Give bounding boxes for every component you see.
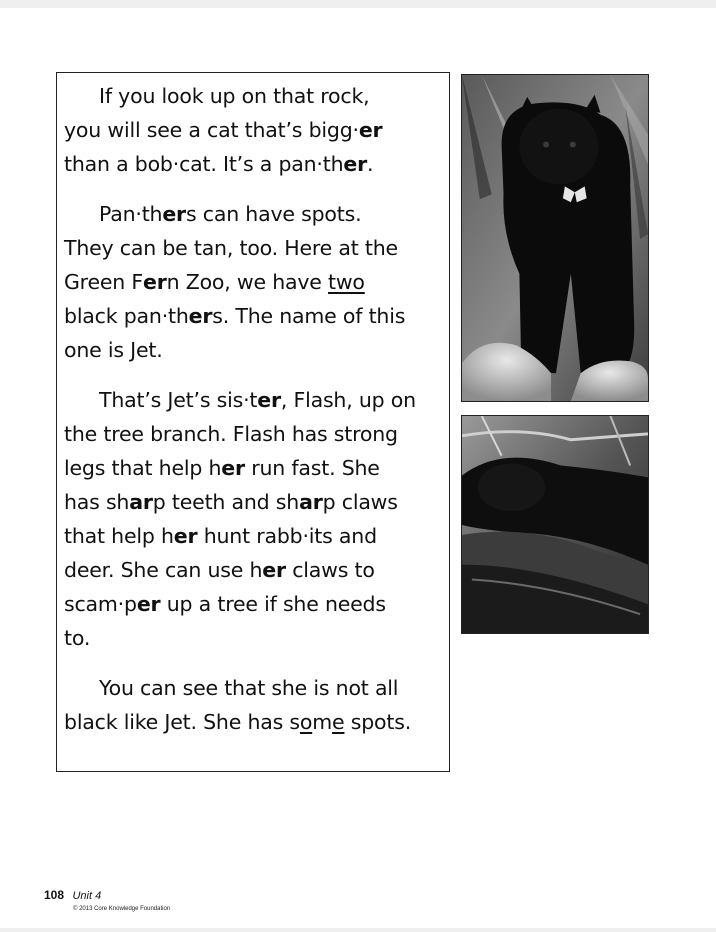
story-line: has sharp teeth and sharp claws	[64, 490, 398, 514]
story-line: one is Jet.	[64, 338, 163, 362]
story-line: They can be tan, too. Here at the	[64, 236, 398, 260]
panther-on-rock-illustration	[462, 75, 648, 401]
story-line: than a bob·cat. It’s a pan·ther.	[64, 152, 374, 176]
copyright-notice: © 2013 Core Knowledge Foundation	[73, 906, 171, 912]
story-line: Pan·thers can have spots.	[99, 202, 362, 226]
story-paragraph-1	[64, 79, 443, 181]
story-paragraph-4	[64, 671, 443, 739]
unit-label: Unit 4	[72, 890, 102, 902]
story-paragraph-3	[64, 383, 443, 655]
story-line: legs that help her run fast. She	[64, 456, 380, 480]
page-footer	[44, 886, 101, 904]
story-text-box	[56, 72, 450, 772]
story-line: deer. She can use her claws to	[64, 558, 375, 582]
story-line: If you look up on that rock,	[99, 84, 370, 108]
panther-on-branch-illustration	[462, 416, 648, 633]
bold-phonics-letters: ar	[299, 490, 323, 514]
story-line: black like Jet. She has some spots.	[64, 710, 412, 734]
bold-phonics-letters: er	[358, 118, 383, 142]
story-line: you will see a cat that’s bigg·er	[64, 118, 383, 142]
bottom-margin-band	[0, 928, 716, 932]
underlined-tricky-word: two	[328, 270, 365, 294]
bold-phonics-letters: er	[136, 592, 161, 616]
page-number: 108	[44, 888, 65, 902]
story-line: You can see that she is not all	[99, 676, 399, 700]
story-line: the tree branch. Flash has strong	[64, 422, 398, 446]
bold-phonics-letters: er	[162, 202, 186, 226]
story-line: Green Fern Zoo, we have two	[64, 270, 365, 294]
bold-phonics-letters: er	[343, 152, 367, 176]
bold-phonics-letters: er	[173, 524, 198, 548]
underlined-tricky-letter: o	[299, 710, 313, 734]
bold-phonics-letters: er	[143, 270, 167, 294]
story-line: That’s Jet’s sis·ter, Flash, up on	[99, 388, 416, 412]
bold-phonics-letters: er	[221, 456, 245, 480]
story-line: black pan·thers. The name of this	[64, 304, 406, 328]
panther-flash-on-branch-photo	[461, 415, 649, 634]
bold-phonics-letters: er	[188, 304, 213, 328]
story-line: that help her hunt rabb·its and	[64, 524, 377, 548]
top-margin-band	[0, 0, 716, 8]
story-line: to.	[64, 626, 91, 650]
bold-phonics-letters: er	[257, 388, 281, 412]
underlined-tricky-letter: e	[332, 710, 345, 734]
bold-phonics-letters: ar	[129, 490, 153, 514]
story-paragraph-2	[64, 197, 443, 367]
black-panther-jet-photo	[461, 74, 649, 402]
bold-phonics-letters: er	[262, 558, 286, 582]
story-line: scam·per up a tree if she needs	[64, 592, 386, 616]
